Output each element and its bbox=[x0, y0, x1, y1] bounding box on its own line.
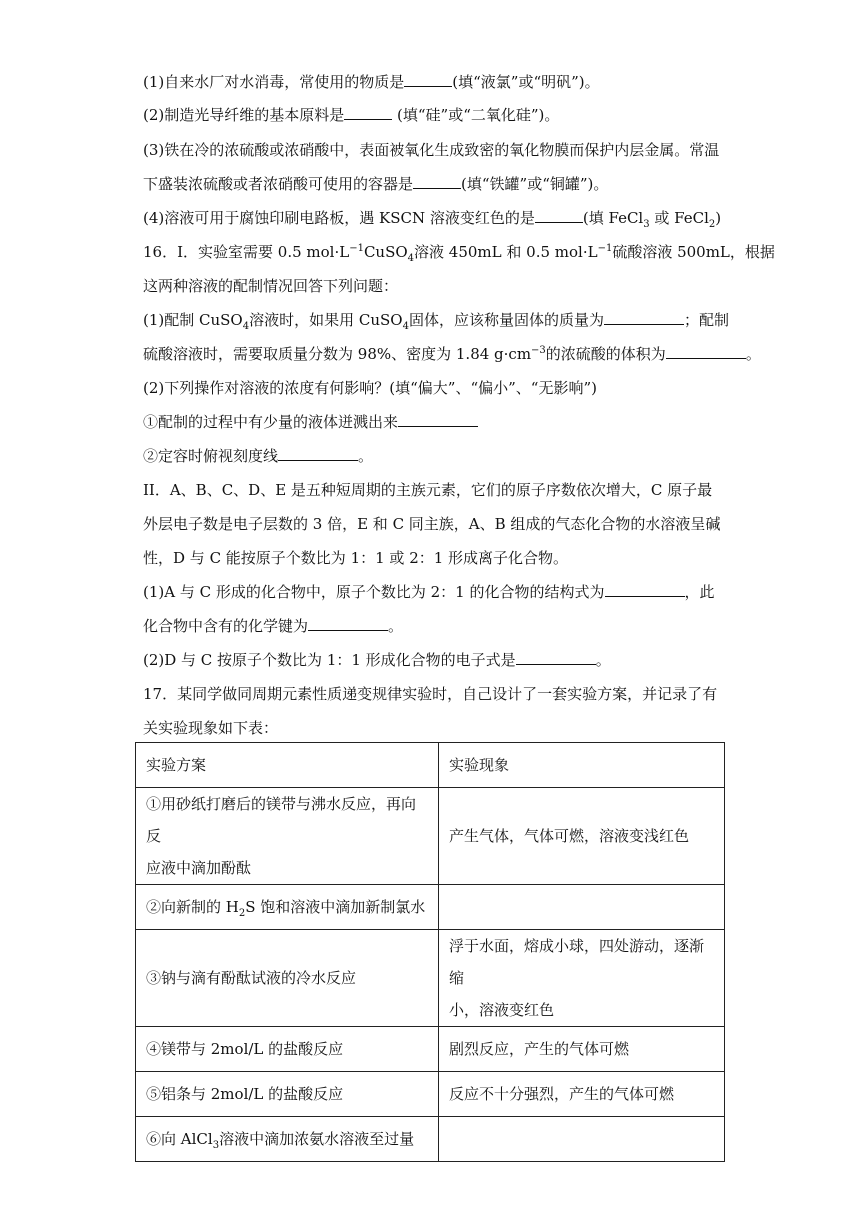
observation-cell: 产生气体，气体可燃，溶液变浅红色 bbox=[439, 788, 725, 885]
table-row bbox=[136, 930, 725, 1027]
q15-item-3-line-2: 下盛装浓硫酸或者浓硝酸可使用的容器是 (填“铁罐”或“铜罐”)。 bbox=[143, 175, 609, 193]
q15-item-2: (2)制造光导纤维的基本原料是 (填“硅”或“二氧化硅”)。 bbox=[143, 106, 560, 124]
q17-intro-line-1: 17．某同学做同周期元素性质递变规律实验时，自己设计了一套实验方案，并记录了有 bbox=[143, 685, 718, 703]
plan-cell: ④镁带与 2mol/L 的盐酸反应 bbox=[136, 1027, 439, 1072]
table-row bbox=[136, 1072, 725, 1117]
table-header-cell: 实验方案 bbox=[136, 743, 439, 788]
q16-part-1-line-2: 硫酸溶液时，需要取质量分数为 98%、密度为 1.84 $g\cdot cm^{-3}$的浓硫酸的体积为 。 bbox=[143, 345, 761, 363]
plan-cell: ②向新制的 $H_2S$ 饱和溶液中滴加新制氯水 bbox=[136, 885, 439, 930]
table-header-cell: 实验现象 bbox=[439, 743, 725, 788]
q16-intro-line-1: 16．I．实验室需要 0.5 $mol\cdot L^{-1}CuSO_4$溶液 450mL 和 0.5 $mol\cdot L^{-1}$硫酸溶液 500mL，根据 bbox=[143, 243, 775, 264]
q16-item-b: ②定容时俯视刻度线 。 bbox=[143, 447, 374, 465]
q16-ii-line-2: 外层电子数是电子层数的 3 倍，E 和 C 同主族，A、B 组成的气态化合物的水溶液呈碱 bbox=[143, 515, 721, 533]
q16-ii-line-1: II．A、B、C、D、E 是五种短周期的主族元素，它们的原子序数依次增大，C 原子最 bbox=[143, 481, 713, 499]
answer-blank bbox=[413, 174, 461, 189]
answer-blank bbox=[344, 105, 392, 120]
q15-item-4: (4)溶液可用于腐蚀印刷电路板，遇 KSCN 溶液变红色的是 (填 FeCl$_3$ 或 FeCl$_2$) bbox=[143, 209, 722, 230]
q16-part-2: (2)下列操作对溶液的浓度有何影响？(填“偏大”、“偏小”、“无影响”) bbox=[143, 379, 597, 397]
answer-blank bbox=[604, 310, 684, 325]
observation-cell: 反应不十分强烈，产生的气体可燃 bbox=[439, 1072, 725, 1117]
observation-cell bbox=[439, 1117, 725, 1162]
answer-blank bbox=[404, 72, 452, 87]
experiment-table bbox=[135, 742, 725, 1162]
answer-blank bbox=[605, 582, 685, 597]
answer-blank bbox=[516, 650, 596, 665]
q17-intro-line-2: 关实验现象如下表： bbox=[143, 719, 279, 737]
table-header-row bbox=[136, 743, 725, 788]
q15-item-3-line-1: (3)铁在冷的浓硫酸或浓硝酸中，表面被氧化生成致密的氧化物膜而保护内层金属。常温 bbox=[143, 141, 720, 159]
plan-cell: ③钠与滴有酚酞试液的冷水反应 bbox=[136, 930, 439, 1027]
plan-cell: ⑤铝条与 2mol/L 的盐酸反应 bbox=[136, 1072, 439, 1117]
observation-cell: 浮于水面，熔成小球，四处游动，逐渐缩 小，溶液变红色 bbox=[439, 930, 725, 1027]
answer-blank bbox=[308, 616, 388, 631]
answer-blank bbox=[398, 412, 478, 427]
q16-ii-line-3: 性，D 与 C 能按原子个数比为 1：1 或 2：1 形成离子化合物。 bbox=[143, 549, 569, 567]
answer-blank bbox=[666, 344, 746, 359]
plan-cell: ①用砂纸打磨后的镁带与沸水反应，再向反 应液中滴加酚酞 bbox=[136, 788, 439, 885]
answer-blank bbox=[278, 446, 358, 461]
answer-blank bbox=[535, 208, 583, 223]
table-row bbox=[136, 1027, 725, 1072]
q16-ii-item-1-line-2: 化合物中含有的化学键为 。 bbox=[143, 617, 404, 635]
plan-cell: ⑥向 AlCl$_3$溶液中滴加浓氨水溶液至过量 bbox=[136, 1117, 439, 1162]
observation-cell bbox=[439, 885, 725, 930]
q16-ii-item-2: (2)D 与 C 按原子个数比为 1：1 形成化合物的电子式是 。 bbox=[143, 651, 611, 669]
table-row bbox=[136, 1117, 725, 1162]
q16-part-1-line-1: (1)配制 CuSO$_4$溶液时，如果用 CuSO$_4$固体，应该称量固体的质量为 ；配制 bbox=[143, 311, 729, 332]
q16-item-a: ①配制的过程中有少量的液体迸溅出来 bbox=[143, 412, 724, 432]
q16-intro-line-2: 这两种溶液的配制情况回答下列问题： bbox=[143, 277, 399, 295]
table-row bbox=[136, 885, 725, 930]
q15-item-1: (1)自来水厂对水消毒，常使用的物质是 (填“液氯”或“明矾”)。 bbox=[143, 73, 600, 91]
table-row bbox=[136, 788, 725, 885]
q16-ii-item-1-line-1: (1)A 与 C 形成的化合物中，原子个数比为 2：1 的化合物的结构式为 ，此 bbox=[143, 583, 715, 601]
observation-cell: 剧烈反应，产生的气体可燃 bbox=[439, 1027, 725, 1072]
